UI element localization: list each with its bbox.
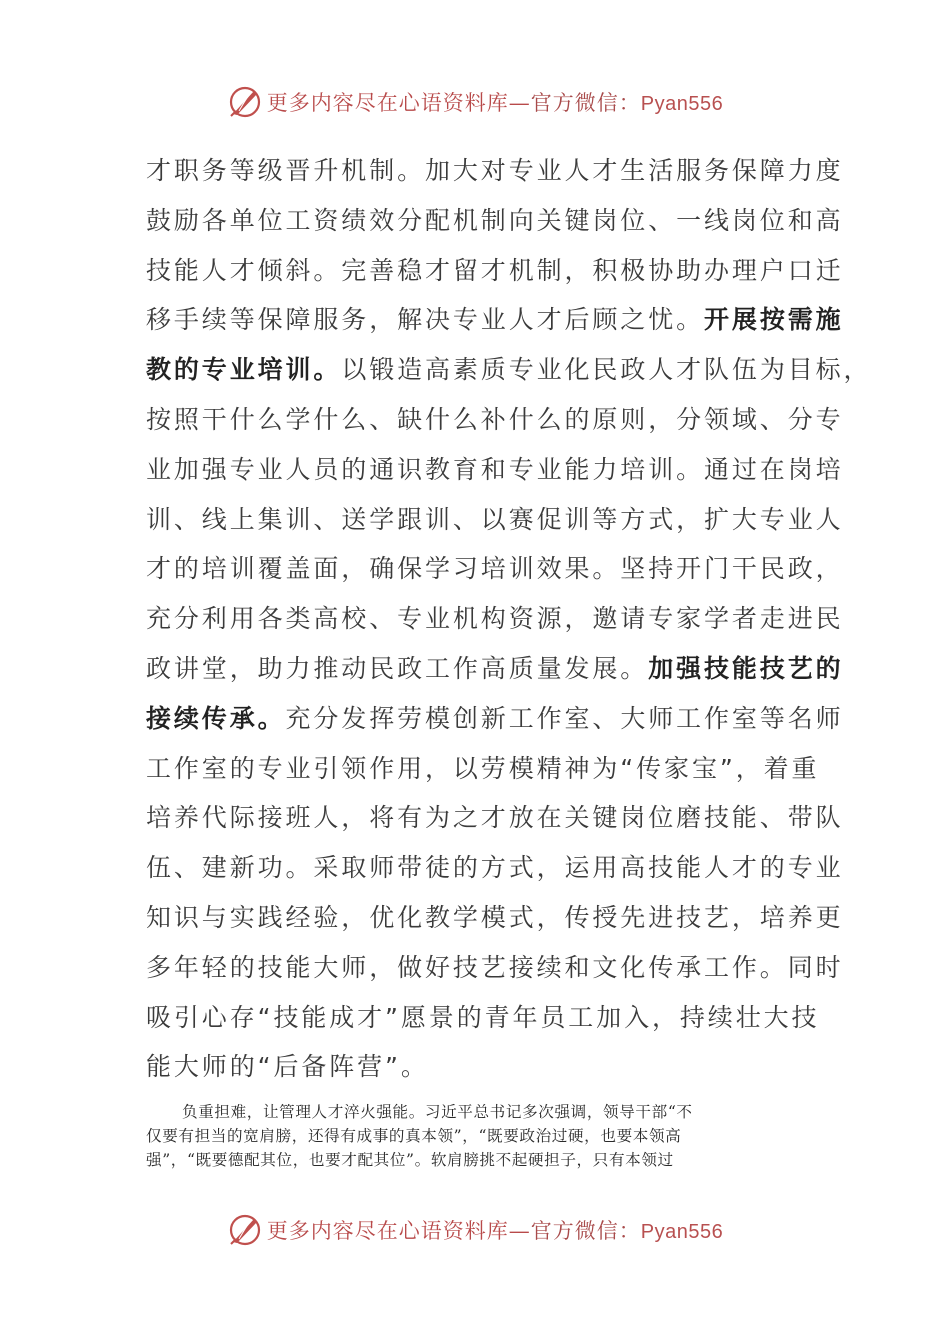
small-text-line: 负重担难，让管理人才淬火强能。习近平总书记多次强调，领导干部“不: [182, 1103, 693, 1121]
banner-wechat-label: 官方微信：: [530, 91, 641, 115]
main-text-body: [146, 146, 872, 1092]
small-text-line: 仅要有担当的宽肩膀，还得有成事的真本领”，“既要政治过硬，也要本领高: [146, 1127, 682, 1145]
bold-heading: 接续传承。: [146, 703, 286, 733]
quill-pen-icon: [227, 84, 263, 120]
text-line: 才的培训覆盖面，确保学习培训效果。坚持开门干民政，: [146, 554, 844, 584]
text-line: 按照干什么学什么、缺什么补什么的原则，分领域、分专: [146, 404, 844, 434]
text-line: 能大师的“后备阵营”。: [146, 1052, 429, 1082]
text-line: 伍、建新功。采取师带徒的方式，运用高技能人才的专业: [146, 853, 844, 883]
banner-title: 更多内容尽在心语资料库: [266, 91, 509, 115]
banner-text: [267, 87, 723, 117]
banner-text: [267, 1215, 723, 1245]
text-line: 训、线上集训、送学跟训、以赛促训等方式，扩大专业人: [146, 504, 844, 534]
text-line: 充分利用各类高校、专业机构资源，邀请专家学者走进民: [146, 604, 844, 634]
small-paragraph: [146, 1100, 810, 1172]
bold-heading: 教的专业培训。: [146, 355, 342, 385]
text-line: 鼓励各单位工资绩效分配机制向关键岗位、一线岗位和高: [146, 205, 844, 235]
bold-heading: 加强技能技艺的: [648, 653, 844, 683]
banner-separator: —: [508, 1219, 531, 1243]
bold-heading: 开展按需施: [704, 305, 844, 335]
text-line: 才职务等级晋升机制。加大对专业人才生活服务保障力度: [146, 156, 844, 185]
text-line: 技能人才倾斜。完善稳才留才机制，积极协助办理户口迁: [146, 255, 844, 285]
quill-pen-icon: [227, 1212, 263, 1248]
banner-wechat-id: Pyan556: [640, 93, 724, 115]
text-line: 工作室的专业引领作用，以劳模精神为“传家宝”，着重: [146, 753, 820, 783]
text-line: 业加强专业人员的通识教育和专业能力培训。通过在岗培: [146, 454, 844, 484]
text-line: 知识与实践经验，优化教学模式，传授先进技艺，培养更: [146, 902, 844, 932]
text-line: 吸引心存“技能成才”愿景的青年员工加入，持续壮大技: [146, 1002, 820, 1032]
banner-title: 更多内容尽在心语资料库: [266, 1219, 509, 1243]
text-line: 政讲堂，助力推动民政工作高质量发展。加强技能技艺的: [146, 653, 844, 683]
text-line: 多年轻的技能大师，做好技艺接续和文化传承工作。同时: [146, 952, 844, 982]
footer-banner: [0, 1208, 950, 1252]
banner-wechat-label: 官方微信：: [530, 1219, 641, 1243]
banner-wechat-id: Pyan556: [640, 1221, 724, 1243]
text-line: 培养代际接班人，将有为之才放在关键岗位磨技能、带队: [146, 803, 844, 833]
small-text-line: 强”，“既要德配其位，也要才配其位”。软肩膀挑不起硬担子，只有本领过: [146, 1151, 674, 1169]
text-line: 教的专业培训。以锻造高素质专业化民政人才队伍为目标，: [146, 355, 872, 385]
text-line: 接续传承。充分发挥劳模创新工作室、大师工作室等名师: [146, 703, 844, 733]
banner-separator: —: [508, 91, 531, 115]
header-banner: [0, 80, 950, 124]
text-line: 移手续等保障服务，解决专业人才后顾之忧。开展按需施: [146, 305, 844, 335]
